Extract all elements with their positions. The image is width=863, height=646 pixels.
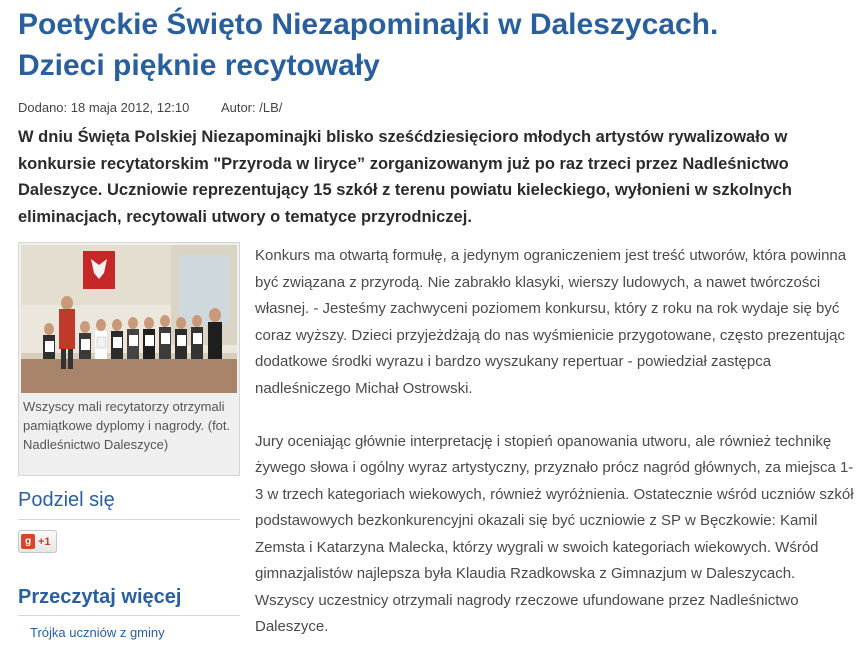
read-more-divider [18, 615, 240, 616]
body-paragraph-2: Jury oceniając głównie interpretację i stopień opanowania utworu, ale również technikę żywego słowa i ogólny wyraz artystyczny, przyznało prócz nagród głównych, za miejsca 1-3 w trzech kategoriach wiekowych, również wyróżnienia. Ostatecznie wśród uczniów szkół podstawowych bezkonkurencyjni okazali się być uczniowie z SP w Bęczkowie: Kamil Zemsta i Katarzyna Malecka, którzy wygrali w swoich kategoriach wiekowych. Wśród gimnazjalistów najlepsza była Klaudia Rzadkowska z Gimnazjum w Daleszycach. Wszyscy uczestnicy otrzymali nagrody rzeczowe ufundowane przez Nadleśnictwo Daleszyce. [255, 432, 854, 635]
google-plus-one-button[interactable] [18, 530, 57, 553]
photo-caption: Wszyscy mali recytatorzy otrzymali pamiątkowe dyplomy i nagrody. (fot. Nadleśnictwo Daleszyce) [23, 399, 231, 452]
group-photo-icon [21, 245, 237, 393]
body-paragraph-1: Konkurs ma otwartą formułę, a jedynym ograniczeniem jest treść utworów, która powinna być związana z przyrodą. Nie zabrakło klasyki, wierszy ludowych, a nawet twórczości własnej. - Jesteśmy zachwyceni poziomem konkursu, który z roku na rok wydaje się być coraz wyższy. Dzieci przyjeżdżają do nas wyśmienicie przygotowane, często prezentując dodatkowe środki wyrazu i bardzo wyszukany repertuar - powiedział zastępca nadleśniczego Michał Ostrowski. [255, 247, 847, 397]
author: Autor: /LB/ [220, 100, 283, 115]
share-heading: Podziel się [18, 489, 115, 511]
article-title [18, 4, 848, 86]
plus-one-label: +1 [38, 535, 51, 548]
publish-date: Dodano: 18 maja 2012, 12:10 [18, 100, 190, 115]
article-meta [18, 100, 282, 115]
article-body [255, 243, 855, 641]
article-lead: W dniu Święta Polskiej Niezapominajki blisko sześćdziesięcioro młodych artystów rywalizowało w konkursie recytatorskim "Przyroda w liryce” zorganizowanym już po raz trzeci przez Nadleśnictwo Daleszyce. Uczniowie reprezentujący 15 szkół z terenu powiatu kieleckiego, wyłonieni w szkolnych eliminacjach, recytowali utwory o tematyce przyrodniczej. [18, 128, 792, 226]
title-line-2: Dzieci pięknie recytowały [18, 49, 380, 82]
photo-box [18, 242, 240, 476]
read-more-link[interactable]: Trójka uczniów z gminy [30, 625, 165, 640]
article-photo[interactable] [21, 245, 237, 393]
read-more-heading: Przeczytaj więcej [18, 586, 182, 608]
share-divider [18, 519, 240, 520]
google-plus-icon: g [21, 534, 35, 549]
title-line-1: Poetyckie Święto Niezapominajki w Daleszycach. [18, 8, 719, 41]
